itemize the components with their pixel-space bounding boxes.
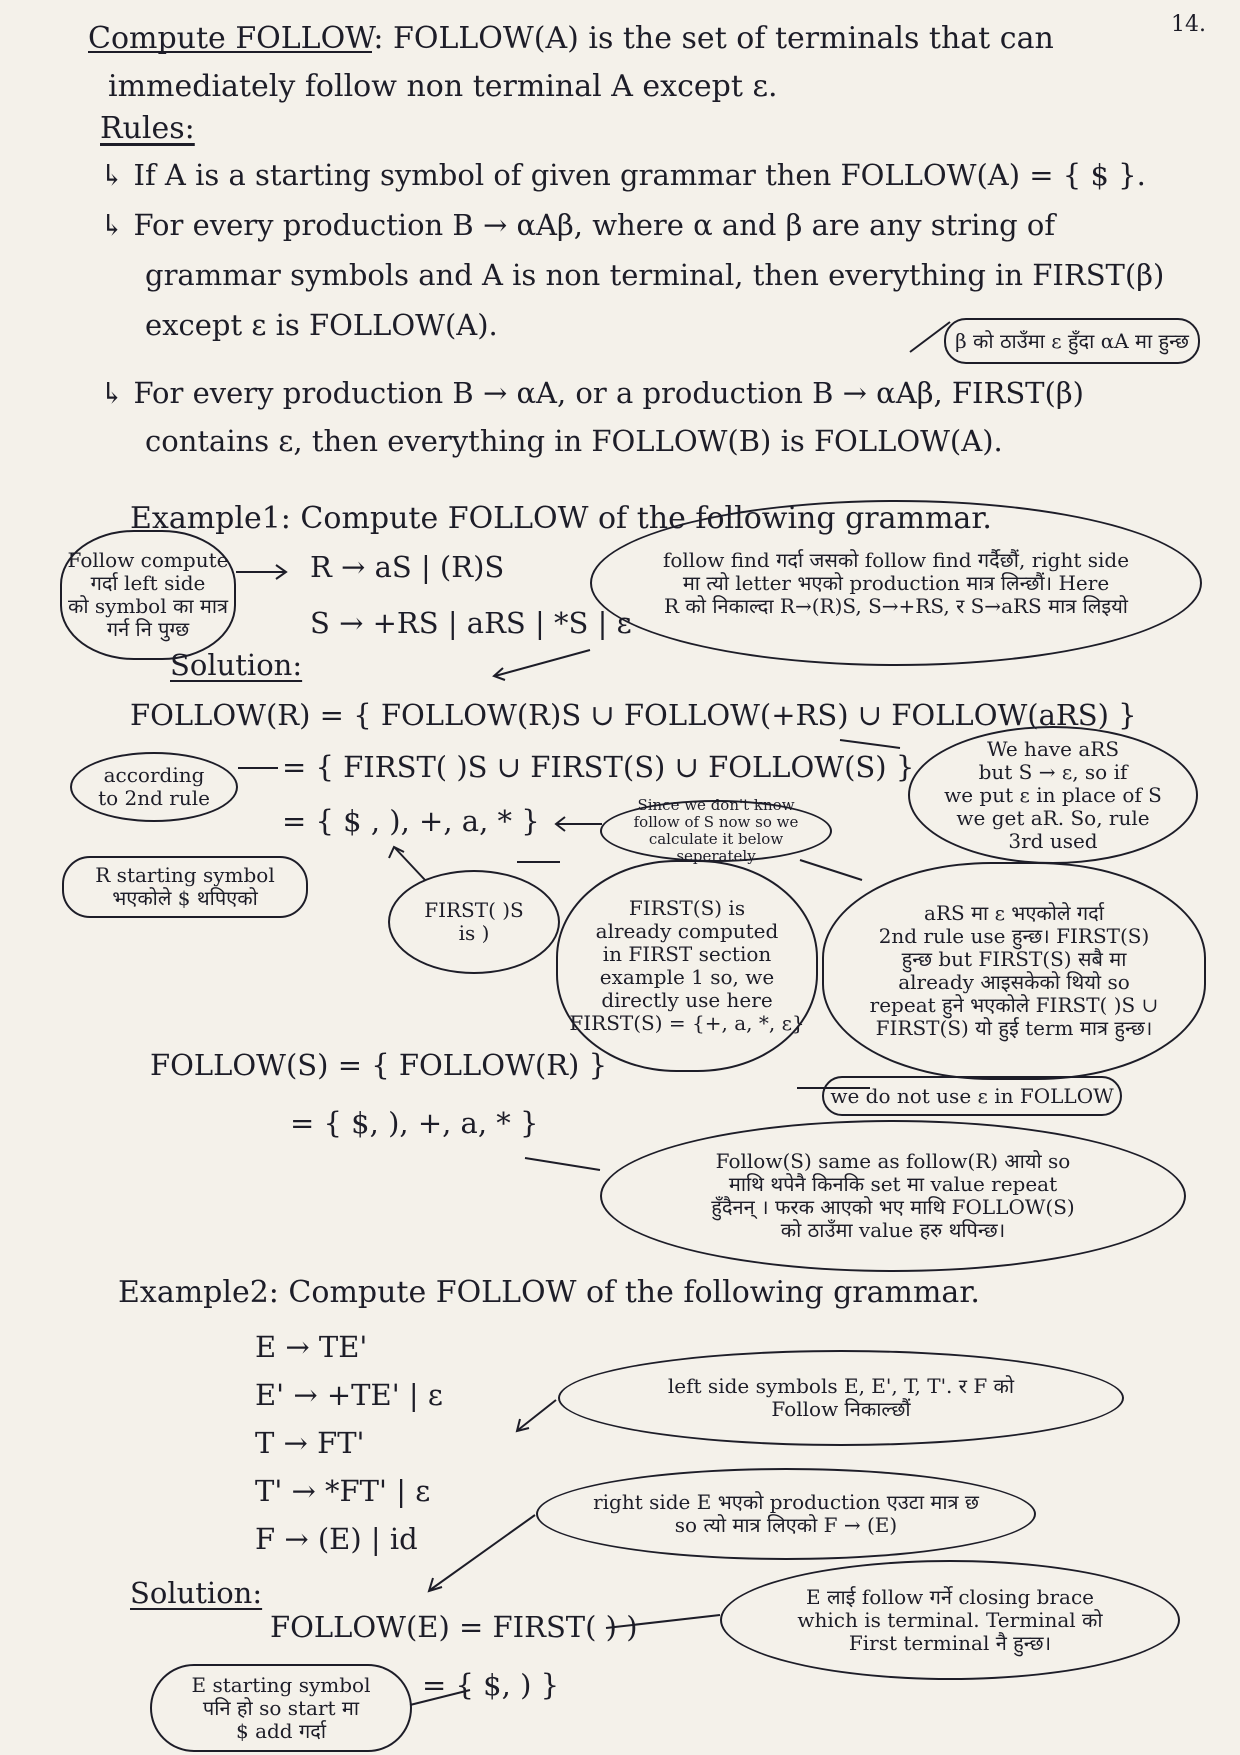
we-have-note: We have aRS but S → ε, so if we put ε in place of S we get aR. So, rule 3rd used (908, 726, 1198, 864)
follow-e-line: FOLLOW(E) = FIRST( ) ) (270, 1610, 638, 1644)
closing-brace-note: E लाई follow गर्ने closing brace which is terminal. Terminal को First terminal नै हुन्छ। (720, 1560, 1180, 1680)
follow-r-step-3: = { $ , ), +, a, * } (282, 804, 540, 838)
rule-2-line-3: except ε is FOLLOW(A). (145, 308, 498, 342)
follow-s-value: = { $, ), +, a, * } (290, 1106, 539, 1140)
intro-line-2: immediately follow non terminal A except ε. (108, 69, 778, 104)
follow-r-step-2: = { FIRST( )S ∪ FIRST(S) ∪ FOLLOW(S) } (282, 750, 915, 784)
example1-left-note: Follow compute गर्दा left side को symbol का मात्र गर्न नि पुग्छ (60, 530, 236, 660)
follow-s-same-note: Follow(S) same as follow(R) आयो so माथि थपेनै किनकि set मा value repeat हुँदैनन् । फरक आएको भए माथि FOLLOW(S) को ठाउँमा value हरु थपिन्छ। (600, 1120, 1186, 1272)
rules-heading: Rules: (100, 111, 195, 146)
example1-solution-label: Solution: (170, 648, 303, 682)
start-symbol-note: E starting symbol पनि हो so start मा $ add गर्दा (150, 1664, 412, 1752)
beta-note: β को ठाउँमा ε हुँदा αA मा हुन्छ (944, 318, 1200, 364)
rule-3-line-2: contains ε, then everything in FOLLOW(B) is FOLLOW(A). (145, 424, 1003, 458)
grammar1-r: R → aS | (R)S (310, 550, 505, 584)
example2-left-note: left side symbols E, E', T, T'. र F को Follow निकाल्छौं (558, 1350, 1124, 1446)
follow-r-line: FOLLOW(R) = { FOLLOW(R)S ∪ FOLLOW(+RS) ∪ FOLLOW(aRS) } (130, 698, 1137, 732)
rule-1: ↳ If A is a starting symbol of given grammar then FOLLOW(A) = { $ }. (100, 158, 1146, 192)
example2-right-note: right side E भएको production एउटा मात्र छ so त्यो मात्र लिएको F → (E) (536, 1468, 1036, 1560)
grammar2-e: E → TE' (255, 1330, 368, 1364)
rule-2-line-1: ↳ For every production B → αAβ, where α and β are any string of (100, 208, 1056, 242)
example2-heading: Example2: Compute FOLLOW of the following grammar. (118, 1275, 980, 1310)
since-note: Since we don't know follow of S now so we calculate it below seperately (600, 800, 832, 862)
grammar2-t-prime: T' → *FT' | ε (255, 1474, 431, 1508)
no-epsilon-note: we do not use ε in FOLLOW (822, 1076, 1122, 1116)
follow-s-line: FOLLOW(S) = { FOLLOW(R) } (150, 1048, 608, 1082)
r-start-note: R starting symbol भएकोले $ थपिएको (62, 856, 308, 918)
first-paren-note: FIRST( )S is ) (388, 870, 560, 974)
rule-2-line-2: grammar symbols and A is non terminal, then everything in FIRST(β) (145, 258, 1165, 292)
grammar2-e-prime: E' → +TE' | ε (255, 1378, 443, 1412)
intro-line-1: Compute FOLLOW: FOLLOW(A) is the set of terminals that can (88, 21, 1054, 56)
example1-heading: Example1: Compute FOLLOW of the following grammar. (130, 501, 992, 536)
rule-3-line-1: ↳ For every production B → αA, or a production B → αAβ, FIRST(β) (100, 376, 1084, 410)
follow-e-value: = { $, ) } (422, 1668, 560, 1702)
grammar2-t: T → FT' (255, 1426, 365, 1460)
example1-right-note: follow find गर्दा जसको follow find गर्दैछौं, right side मा त्यो letter भएको production मात्र लिन्छौं। Here R को निकाल्दा R→(R)S, S→+RS, र S→aRS मात्र लिइयो (590, 500, 1202, 666)
page-number: 14. (1171, 12, 1206, 37)
grammar2-f: F → (E) | id (255, 1522, 418, 1556)
grammar1-s: S → +RS | aRS | *S | ε (310, 606, 632, 640)
according-note: according to 2nd rule (70, 752, 238, 822)
example2-solution-label: Solution: (130, 1576, 263, 1610)
first-s-note: FIRST(S) is already computed in FIRST section example 1 so, we directly use here FIRST(S) = {+, a, *, ε} (556, 860, 818, 1072)
ars-note: aRS मा ε भएकोले गर्दा 2nd rule use हुन्छ। FIRST(S) हुन्छ but FIRST(S) सबै मा already आइसकेको थियो so repeat हुने भएकोले FIRST( )S ∪ FIRST(S) यो हुई term मात्र हुन्छ। (822, 862, 1206, 1080)
